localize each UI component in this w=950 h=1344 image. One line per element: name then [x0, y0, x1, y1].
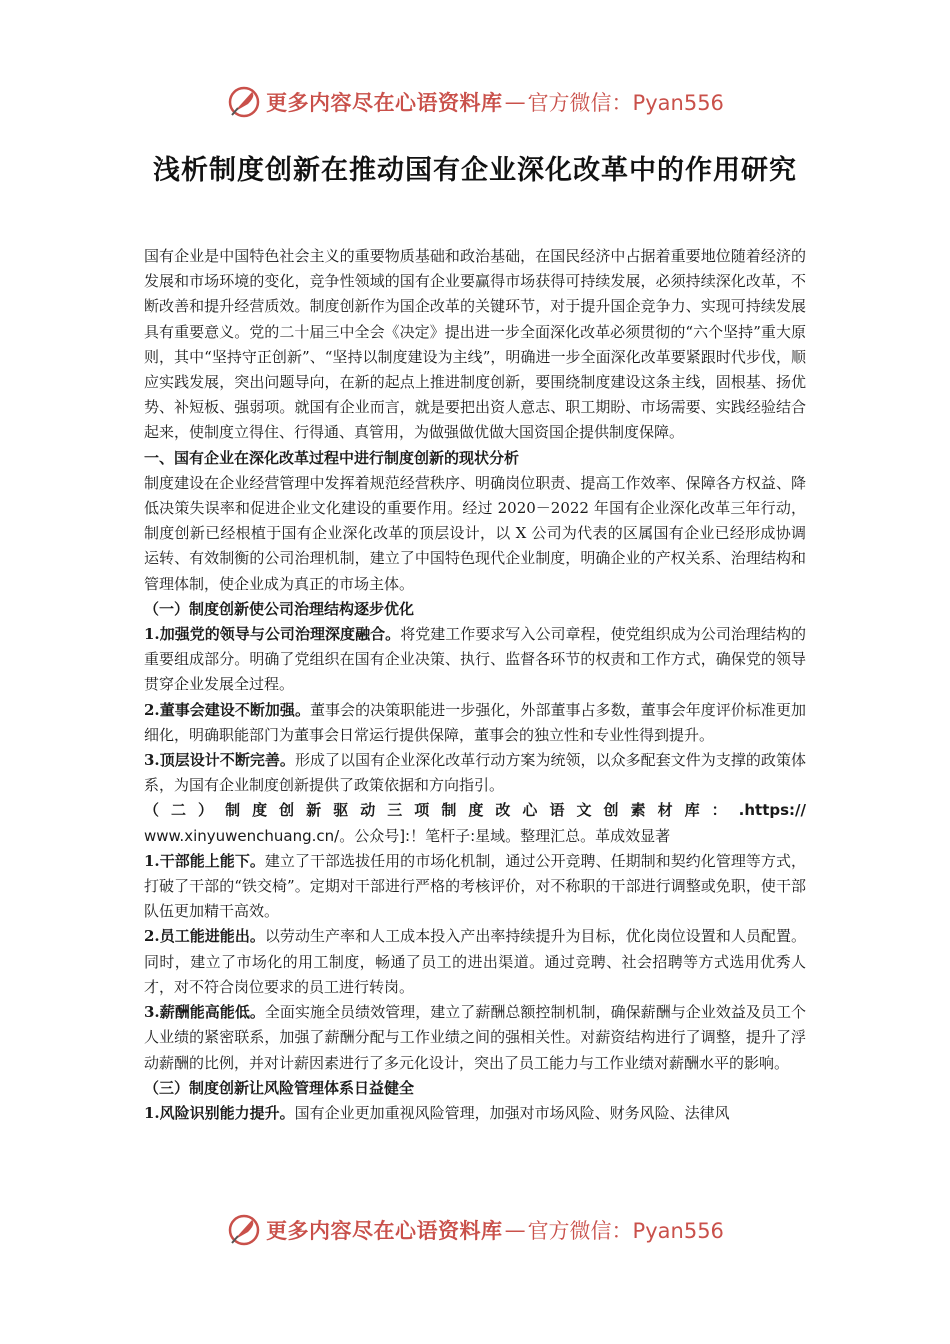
subsection-1-item	[144, 748, 806, 798]
document-body	[144, 244, 806, 1126]
subsection-2-heading-line1: （二）制度创新驱动三项制度改心语文创素材库：.https://	[144, 801, 806, 820]
subsection-2-heading-line2: www.xinyuwenchuang.cn/。公众号]:！笔杆子:星域。整理汇总。革成效显著	[144, 826, 671, 845]
item-text: 以劳动生产率和人工成本投入产出率持续提升为目标，优化岗位设置和人员配置。同时，建立了市场化的用工制度，畅通了员工的进出渠道。通过竞聘、社会招聘等方式选用优秀人才，对不符合岗位要求的员工进行转岗。	[144, 927, 806, 996]
item-lead: 1.风险识别能力提升。	[144, 1103, 295, 1122]
item-text: 董事会的决策职能进一步强化，外部董事占多数，董事会年度评价标准更加细化，明确职能部门为董事会日常运行提供保障，董事会的独立性和专业性得到提升。	[144, 700, 806, 744]
banner-official-text: 官方微信：Pyan556	[527, 91, 724, 115]
item-text: 全面实施全员绩效管理，建立了薪酬总额控制机制，确保薪酬与企业效益及员工个人业绩的紧密联系，加强了薪酬分配与工作业绩之间的强相关性。对薪资结构进行了调整，提升了浮动薪酬的比例，并对计薪因素进行了多元化设计，突出了员工能力与工作业绩对薪酬水平的影响。	[144, 1003, 806, 1072]
subsection-3-item	[144, 1101, 806, 1126]
item-lead: 2.员工能进能出。	[144, 927, 265, 946]
banner-dash: —	[504, 90, 526, 114]
banner-site-text: 更多内容尽在心语资料库	[266, 91, 503, 115]
quill-logo-icon	[226, 1212, 262, 1248]
subsection-3-heading: （三）制度创新让风险管理体系日益健全	[144, 1078, 415, 1097]
item-text: 形成了以国有企业深化改革行动方案为统领，以众多配套文件为支撑的政策体系，为国有企业制度创新提供了政策依据和方向指引。	[144, 751, 806, 795]
document-title: 浅析制度创新在推动国有企业深化改革中的作用研究	[153, 155, 797, 186]
banner-site-text: 更多内容尽在心语资料库	[266, 1219, 503, 1243]
item-lead: 1.干部能上能下。	[144, 851, 265, 870]
section-1-paragraph: 制度建设在企业经营管理中发挥着规范经营秩序、明确岗位职责、提高工作效率、保障各方权益、降低决策失误率和促进企业文化建设的重要作用。经过 2020－2022 年国有企业深化改革三年行动，制度创新已经根植于国有企业深化改革的顶层设计，以 X 公司为代表的区属国有企业已经形成协调运转、有效制衡的公司治理机制，建立了中国特色现代企业制度，明确企业的产权关系、治理结构和管理体制，使企业成为真正的市场主体。	[144, 473, 806, 593]
banner-dash: —	[504, 1218, 526, 1242]
subsection-2-item	[144, 1000, 806, 1076]
item-text: 国有企业更加重视风险管理，加强对市场风险、财务风险、法律风	[294, 1103, 730, 1122]
item-text: 将党建工作要求写入公司章程，使党组织成为公司治理结构的重要组成部分。明确了党组织在国有企业决策、执行、监督各环节的权责和工作方式，确保党的领导贯穿企业发展全过程。	[144, 625, 806, 694]
subsection-1-heading: （一）制度创新使公司治理结构逐步优化	[144, 599, 415, 618]
intro-paragraph: 国有企业是中国特色社会主义的重要物质基础和政治基础，在国民经济中占据着重要地位随着经济的发展和市场环境的变化，竞争性领域的国有企业要赢得市场获得可持续发展，必须持续深化改革，不断改善和提升经营质效。制度创新作为国企改革的关键环节，对于提升国企竞争力、实现可持续发展具有重要意义。党的二十届三中全会《决定》提出进一步全面深化改革必须贯彻的“六个坚持”重大原则，其中“坚持守正创新”、“坚持以制度建设为主线”，明确进一步全面深化改革要紧跟时代步伐，顺应实践发展，突出问题导向，在新的起点上推进制度创新，要围绕制度建设这条主线，固根基、扬优势、补短板、强弱项。就国有企业而言，就是要把出资人意志、职工期盼、市场需要、实践经验结合起来，使制度立得住、行得通、真管用，为做强做优做大国资国企提供制度保障。	[144, 247, 806, 442]
section-1-heading: 一、国有企业在深化改革过程中进行制度创新的现状分析	[144, 448, 520, 467]
header-banner	[0, 80, 950, 124]
subsection-1-item	[144, 622, 806, 698]
subsection-1-item	[144, 698, 806, 748]
item-lead: 2.董事会建设不断加强。	[144, 700, 310, 719]
item-lead: 3.顶层设计不断完善。	[144, 751, 295, 770]
subsection-2-item	[144, 849, 806, 925]
quill-logo-icon	[226, 84, 262, 120]
item-lead: 3.薪酬能高能低。	[144, 1003, 265, 1022]
item-lead: 1.加强党的领导与公司治理深度融合。	[144, 625, 401, 644]
item-text: 建立了干部选拔任用的市场化机制，通过公开竞聘、任期制和契约化管理等方式，打破了干部的“铁交椅”。定期对干部进行严格的考核评价，对不称职的干部进行调整或免职，使干部队伍更加精干高效。	[144, 851, 806, 921]
banner-official-text: 官方微信：Pyan556	[527, 1219, 724, 1243]
footer-banner	[0, 1208, 950, 1252]
subsection-2-item	[144, 924, 806, 1000]
